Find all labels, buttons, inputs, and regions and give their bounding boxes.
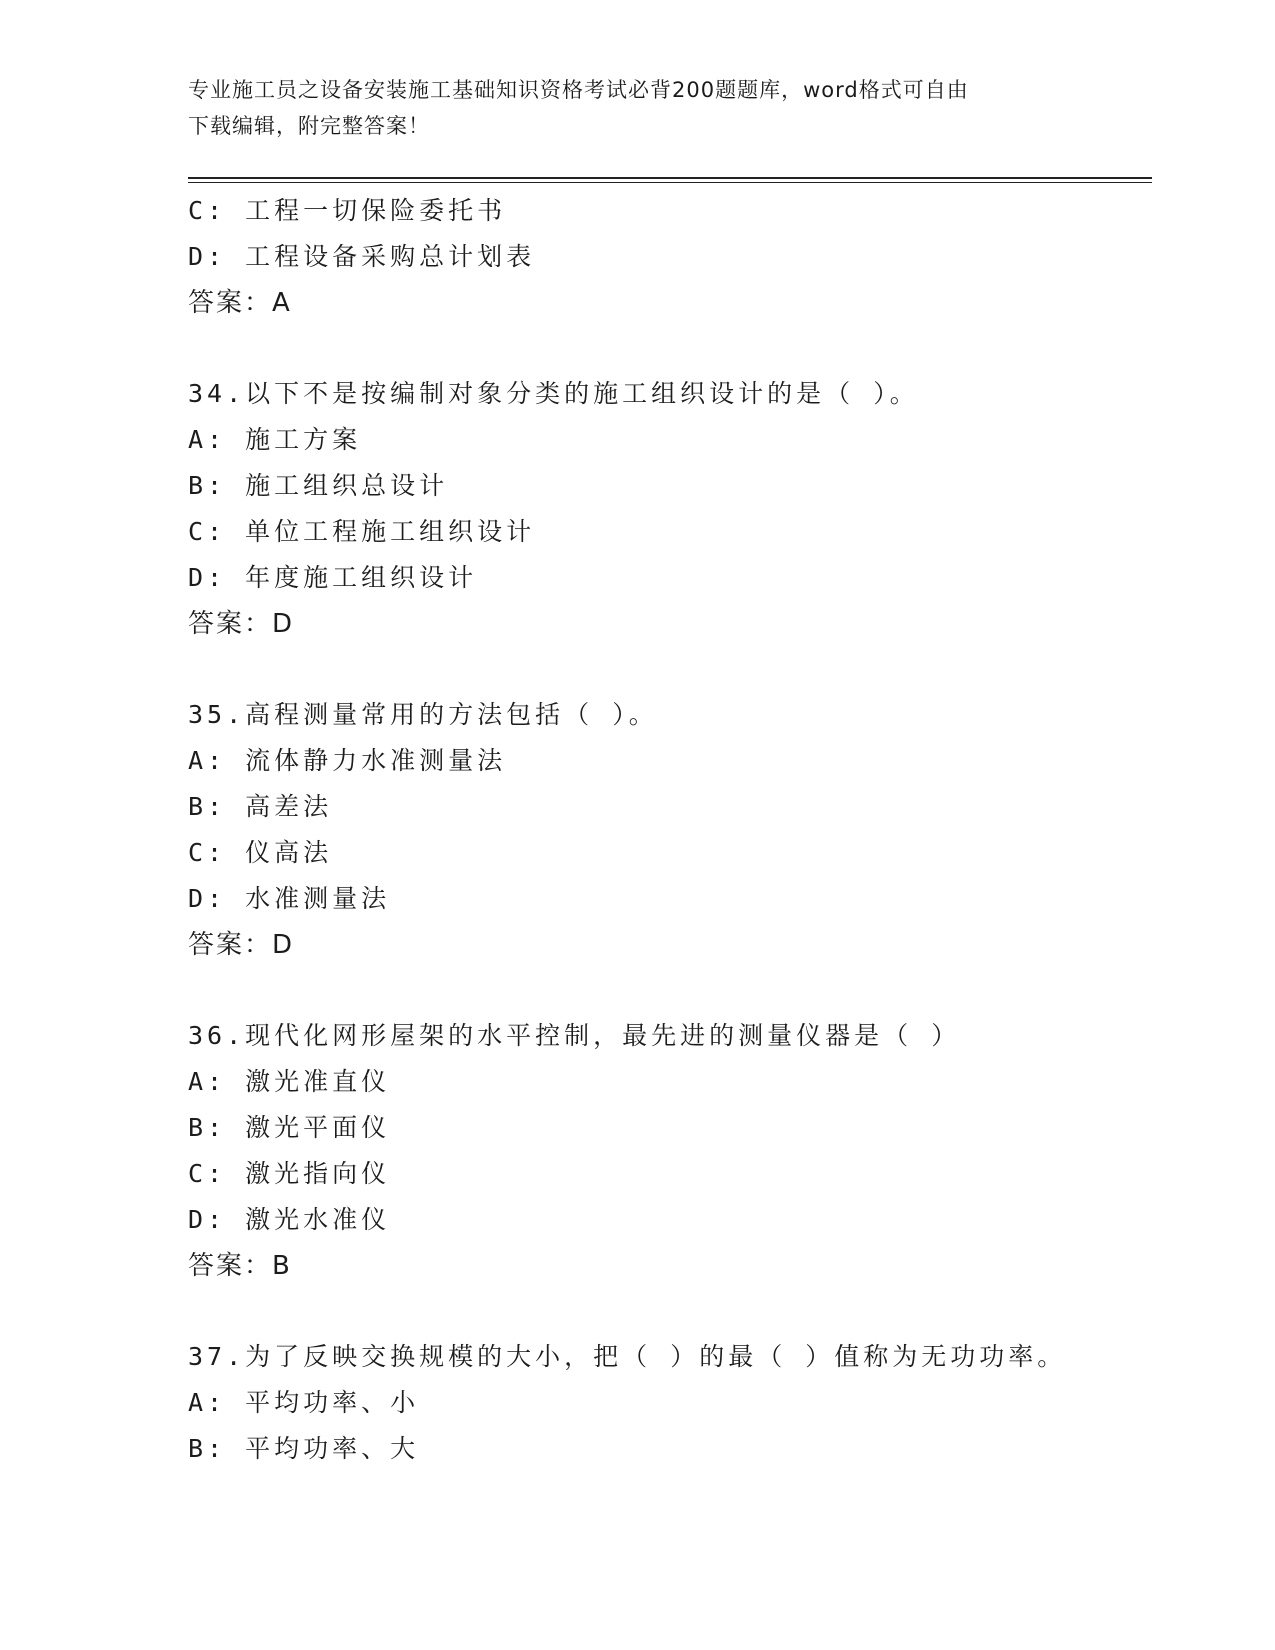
option-text: 年度施工组织设计 bbox=[245, 563, 478, 592]
question-stem: 37.为了反映交换规模的大小，把（ ）的最（ ）值称为无功功率。 bbox=[188, 1342, 1067, 1371]
option-line bbox=[188, 555, 1152, 601]
option-text: 高差法 bbox=[245, 792, 333, 821]
option-letter: D: bbox=[188, 884, 227, 913]
answer-line: 答案：D bbox=[188, 609, 295, 639]
option-letter: D: bbox=[188, 242, 227, 271]
option-line bbox=[188, 738, 1152, 784]
option-text: 工程设备采购总计划表 bbox=[245, 242, 536, 271]
option-letter: A: bbox=[188, 746, 227, 775]
option-text: 激光水准仪 bbox=[245, 1205, 391, 1234]
option-line bbox=[188, 1151, 1152, 1197]
option-text: 施工组织总设计 bbox=[245, 471, 449, 500]
option-line bbox=[188, 1380, 1152, 1426]
option-text: 仪高法 bbox=[245, 838, 333, 867]
question-block-prev bbox=[188, 188, 1152, 326]
answer-line: 答案：B bbox=[188, 1251, 292, 1281]
option-text: 流体静力水准测量法 bbox=[245, 746, 507, 775]
option-letter: D: bbox=[188, 1205, 227, 1234]
question-stem: 34.以下不是按编制对象分类的施工组织设计的是（ ）。 bbox=[188, 379, 919, 408]
option-text: 平均功率、大 bbox=[245, 1434, 420, 1463]
option-line bbox=[188, 1426, 1152, 1472]
option-line bbox=[188, 830, 1152, 876]
header-line-1: 专业施工员之设备安装施工基础知识资格考试必背200题题库，word格式可自由 bbox=[188, 78, 969, 102]
question-block-36 bbox=[188, 1013, 1152, 1289]
header-divider-thin bbox=[188, 182, 1152, 183]
question-list bbox=[188, 188, 1152, 1472]
option-letter: A: bbox=[188, 1067, 227, 1096]
option-text: 激光指向仪 bbox=[245, 1159, 391, 1188]
question-stem: 36.现代化网形屋架的水平控制，最先进的测量仪器是（ ） bbox=[188, 1021, 961, 1050]
option-line bbox=[188, 188, 1152, 234]
option-letter: B: bbox=[188, 471, 227, 500]
option-letter: C: bbox=[188, 517, 227, 546]
option-line bbox=[188, 509, 1152, 555]
question-block-37 bbox=[188, 1334, 1152, 1472]
option-line bbox=[188, 1197, 1152, 1243]
question-block-35 bbox=[188, 692, 1152, 968]
document-header bbox=[188, 72, 1088, 144]
option-text: 单位工程施工组织设计 bbox=[245, 517, 536, 546]
option-text: 水准测量法 bbox=[245, 884, 391, 913]
option-letter: B: bbox=[188, 1113, 227, 1142]
option-letter: C: bbox=[188, 838, 227, 867]
header-divider-thick bbox=[188, 177, 1152, 179]
option-line bbox=[188, 1059, 1152, 1105]
answer-line: 答案：D bbox=[188, 930, 295, 960]
question-stem: 35.高程测量常用的方法包括（ ）。 bbox=[188, 700, 658, 729]
option-text: 激光准直仪 bbox=[245, 1067, 391, 1096]
option-line bbox=[188, 234, 1152, 280]
option-line bbox=[188, 1105, 1152, 1151]
option-line bbox=[188, 784, 1152, 830]
option-text: 施工方案 bbox=[245, 425, 362, 454]
option-letter: D: bbox=[188, 563, 227, 592]
option-letter: A: bbox=[188, 425, 227, 454]
option-line bbox=[188, 876, 1152, 922]
option-letter: C: bbox=[188, 1159, 227, 1188]
option-letter: C: bbox=[188, 196, 227, 225]
option-letter: B: bbox=[188, 792, 227, 821]
option-text: 工程一切保险委托书 bbox=[245, 196, 507, 225]
question-block-34 bbox=[188, 371, 1152, 647]
answer-line: 答案：A bbox=[188, 288, 292, 318]
option-line bbox=[188, 463, 1152, 509]
header-line-2: 下载编辑，附完整答案！ bbox=[188, 114, 430, 138]
option-line bbox=[188, 417, 1152, 463]
option-text: 激光平面仪 bbox=[245, 1113, 391, 1142]
option-text: 平均功率、小 bbox=[245, 1388, 420, 1417]
option-letter: B: bbox=[188, 1434, 227, 1463]
option-letter: A: bbox=[188, 1388, 227, 1417]
